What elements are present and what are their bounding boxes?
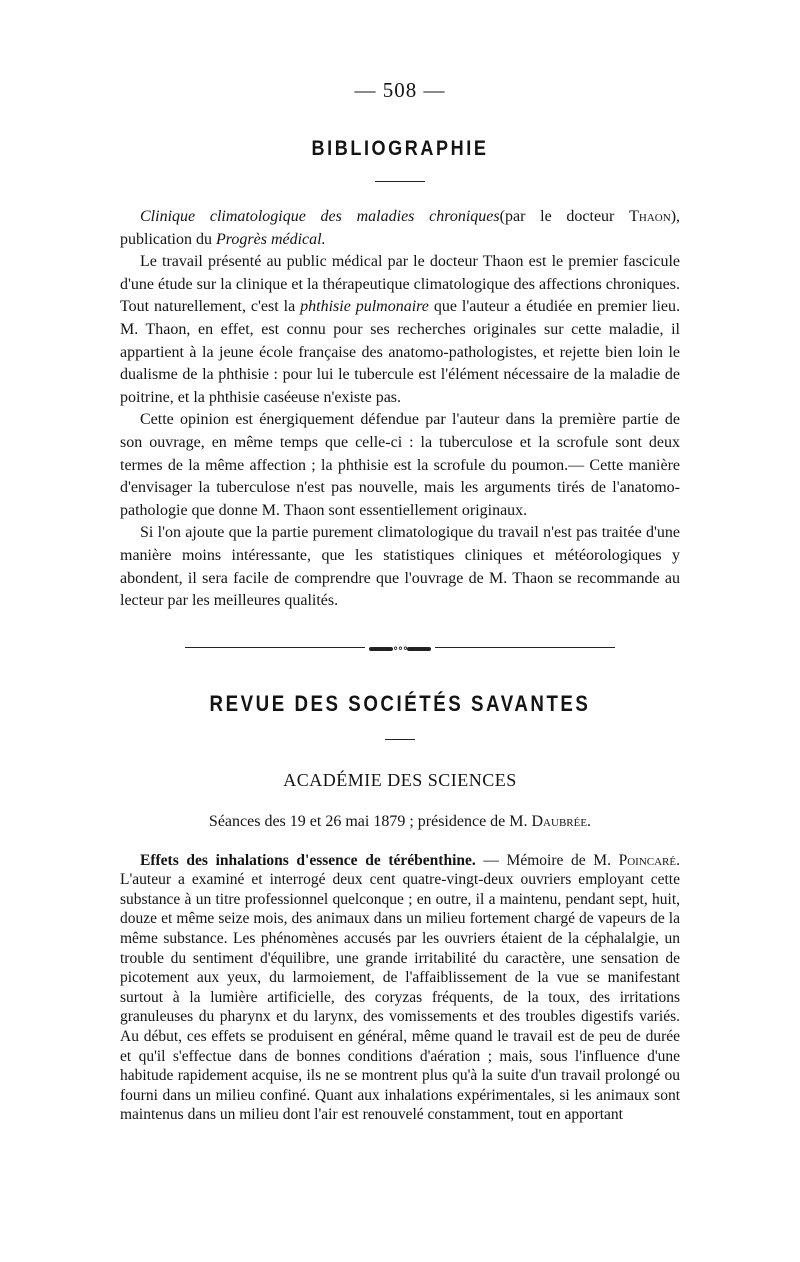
article-body: L'auteur a examiné et interrogé deux cent quatre-vingt-deux ouvriers employant cette substance à un titre professionnel quelconque ; en outre, il a maintenu, pendant sept, huit, douze et même seize mois, des animaux dans un milieu fortement chargé de vapeurs de la même substance. Les phénomènes accusés par les ouvriers étaient de la céphalalgie, un trouble du sentiment d'équilibre, une grande irritabilité du caractère, une sensation de picotement aux yeux, du larmoiement, de l'affaiblissement de la vue se manifestant surtout à la lumière artificielle, des coryzas fréquents, de la toux, des irritations granuleuses du pharynx et du larynx, des vomissements et des troubles digestifs variés. Au début, ces effets se produisent en général, même quand le travail est de peu de durée et qu'il s'effectue dans de bonnes conditions d'aération ; mais, sous l'influence d'une habitude rapidement acquise, ils ne se montrent plus qu'à la suite d'un travail prolongé ou fourni dans un milieu confiné. Quant aux inhalations expérimentales, si les animaux sont maintenus dans un milieu dont l'air est renouvelé constamment, tout en apportant: [120, 871, 680, 1124]
bibliographie-heading: BIBLIOGRAPHIE: [311, 137, 489, 160]
bibliographie-paragraph-1: [120, 251, 680, 409]
sessions-prefix: Séances des 19 et 26 mai 1879 ; présidence de M.: [208, 812, 532, 830]
ornament-line-right: [435, 647, 615, 648]
academy-heading: ACADÉMIE DES SCIENCES: [283, 769, 517, 790]
article-heading: Effets des inhalations d'essence de térébenthine.: [140, 851, 476, 869]
article-dash: — Mémoire de M.: [475, 851, 619, 869]
para1-text-a: Le travail présenté au public médical par le docteur Thaon est le premier fascicule d'une étude sur la clinique et la thérapeutique climatologique des affections chroniques. Tout naturellement, c'est la: [120, 253, 680, 316]
article-author: Poincaré.: [618, 851, 680, 869]
ornament-line-left: [185, 647, 365, 648]
sessions-president: Daubrée.: [531, 812, 592, 830]
bibliographie-paragraph-2: Cette opinion est énergiquement défendue par l'auteur dans la première partie de son ouvrage, en même temps que celle-ci : la tuberculose et la scrofule sont deux termes de la même affection ; la phthisie est la scrofule du poumon.— Cette manière d'envisager la tuberculose n'est pas nouvelle, mais les arguments tirés de l'anatomo-pathologie que donne M. Thaon sont essentiellement originaux.: [120, 411, 680, 519]
revue-heading: REVUE DES SOCIÉTÉS SAVANTES: [209, 690, 591, 716]
ornament-center: ∘∘∘: [357, 641, 443, 655]
bibliographie-paragraph-3: Si l'on ajoute que la partie purement climatologique du travail n'est pas traitée d'une manière moins intéressante, que les statistiques cliniques et météorologiques y abondent, il sera facile de comprendre que l'ouvrage de M. Thaon se recommande au lecteur par les meilleures qualités.: [120, 524, 680, 610]
citation-paragraph: [120, 206, 680, 251]
para1-text-b: que l'auteur a étudiée en premier lieu. M. Thaon, en effet, est connu pour ses recherches originales sur cette maladie, il appartient à la jeune école française des anatomo-pathologistes, et rejette bien loin le dualisme de la phthisie : pour lui le tubercule est l'élément nécessaire de la maladie de poitrine, et la phthisie caséeuse n'existe pas.: [120, 298, 681, 406]
section-divider: [375, 181, 425, 182]
page-number: — 508 —: [354, 78, 446, 102]
citation-end: ),: [670, 208, 681, 225]
publication-journal: Progrès médical.: [215, 230, 326, 248]
revue-divider: [385, 739, 415, 740]
para1-italic: phthisie pulmonaire: [300, 298, 429, 316]
citation-by: (par le docteur: [499, 208, 630, 225]
citation-title: Clinique climatologique des maladies chroniques: [140, 208, 500, 225]
sessions-line: [120, 813, 680, 831]
citation-author: Thaon: [629, 208, 671, 225]
article-paragraph: [120, 851, 680, 1125]
publication-prefix: publication du: [120, 230, 216, 248]
article-block: [120, 851, 680, 1125]
ornamental-divider: [185, 641, 615, 655]
page: [120, 78, 680, 1125]
